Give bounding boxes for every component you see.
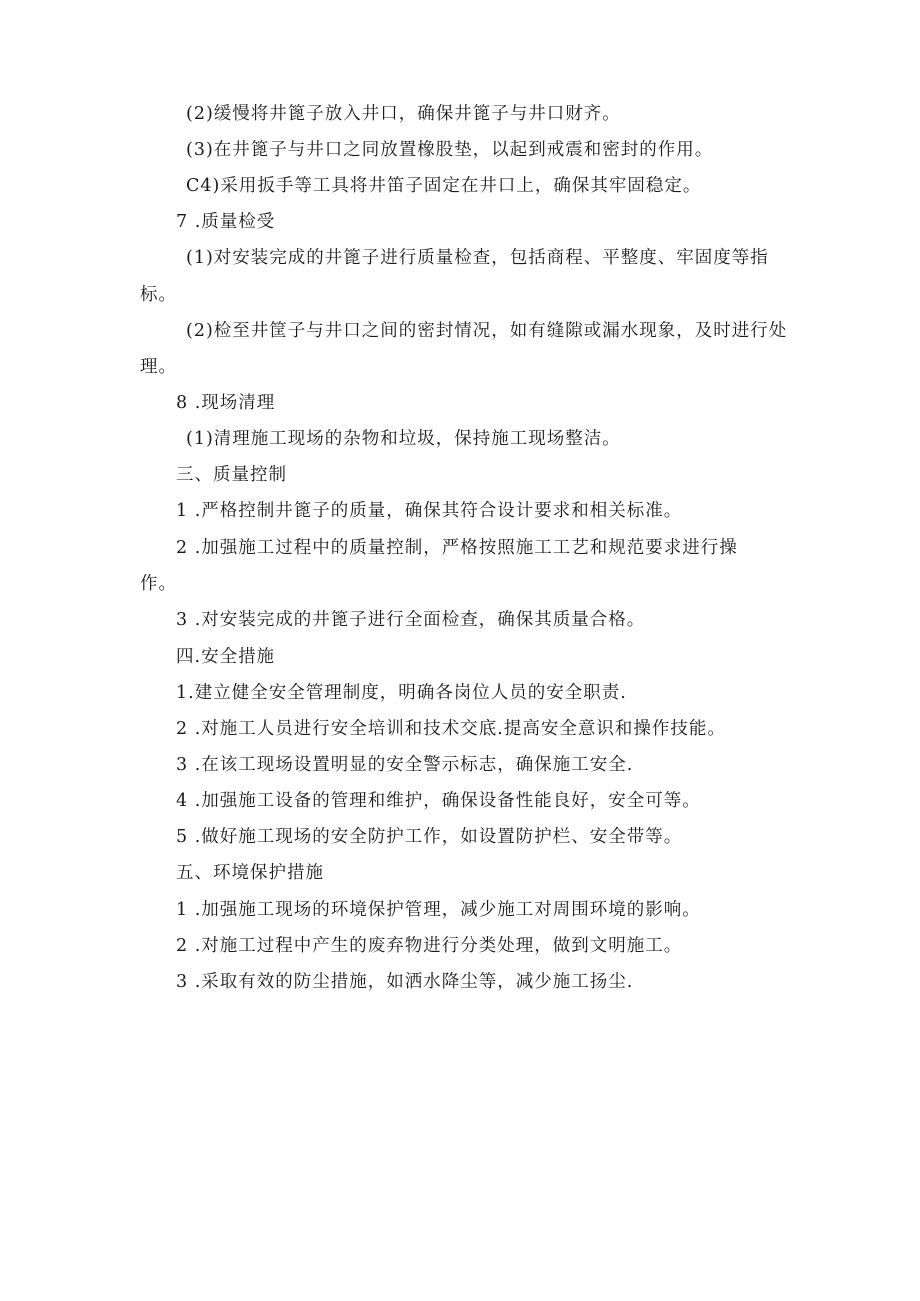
step-4-line: C4)采用扳手等工具将井笛子固定在井口上，确保其牢固稳定。 [186,176,702,196]
safety-item-2: 2 .对施工人员进行安全培训和技术交底.提高安全意识和操作技能。 [176,719,726,739]
safety-item-5: 5 .做好施工现场的安全防护工作，如设置防护栏、安全带等。 [176,827,683,847]
environment-item-2: 2 .对施工过程中产生的废弃物进行分类处理，做到文明施工。 [176,936,683,956]
environment-item-1: 1 .加强施工现场的环境保护管理，减少施工对周围环境的影响。 [176,900,701,920]
section-7-heading: 7 .质量检受 [176,212,276,232]
section-7-item-1: (1)对安装完成的井篦子进行质量检查，包括商程、平整度、牢固度等指 [186,248,769,268]
quality-control-item-2-cont: 作。 [140,574,177,594]
quality-control-heading: 三、质量控制 [176,465,287,485]
quality-control-item-3: 3 .对安装完成的井篦子进行全面检查，确保其质量合格。 [176,610,646,630]
step-3-line: (3)在井篦子与井口之同放置橡股垫，以起到戒震和密封的作用。 [186,140,714,160]
quality-control-item-2: 2 .加强施工过程中的质量控制，严格按照施工工艺和规范要求进行操 [176,538,738,558]
step-2-line: (2)缓慢将井篦子放入井口，确保井篦子与井口财齐。 [186,104,621,124]
section-7-item-2-cont: 理。 [140,357,177,377]
section-7-item-1-cont: 标。 [140,285,177,305]
section-8-heading: 8 .现场清理 [176,393,276,413]
section-8-item-1: (1)清理施工现场的杂物和垃圾，保持施工现场整洁。 [186,429,621,449]
quality-control-item-1: 1 .严格控制井篦子的质量，确保其符合设计要求和相关标准。 [176,501,683,521]
safety-item-3: 3 .在该工现场设置明显的安全警示标志，确保施工安全. [176,755,634,775]
safety-item-4: 4 .加强施工设备的管理和维护，确保设备性能良好，安全可等。 [176,791,701,811]
safety-heading: 四.安全措施 [176,647,276,667]
environment-heading: 五、环境保护措施 [176,863,324,883]
section-7-item-2: (2)检至井筐子与井口之间的密封情况，如有缝隙或漏水现象，及时进行处 [186,321,788,341]
safety-item-1: 1.建立健全安全管理制度，明确各岗位人员的安全职责. [176,683,627,703]
environment-item-3: 3 .采取有效的防尘措施，如洒水降尘等，减少施工扬尘. [176,972,634,992]
